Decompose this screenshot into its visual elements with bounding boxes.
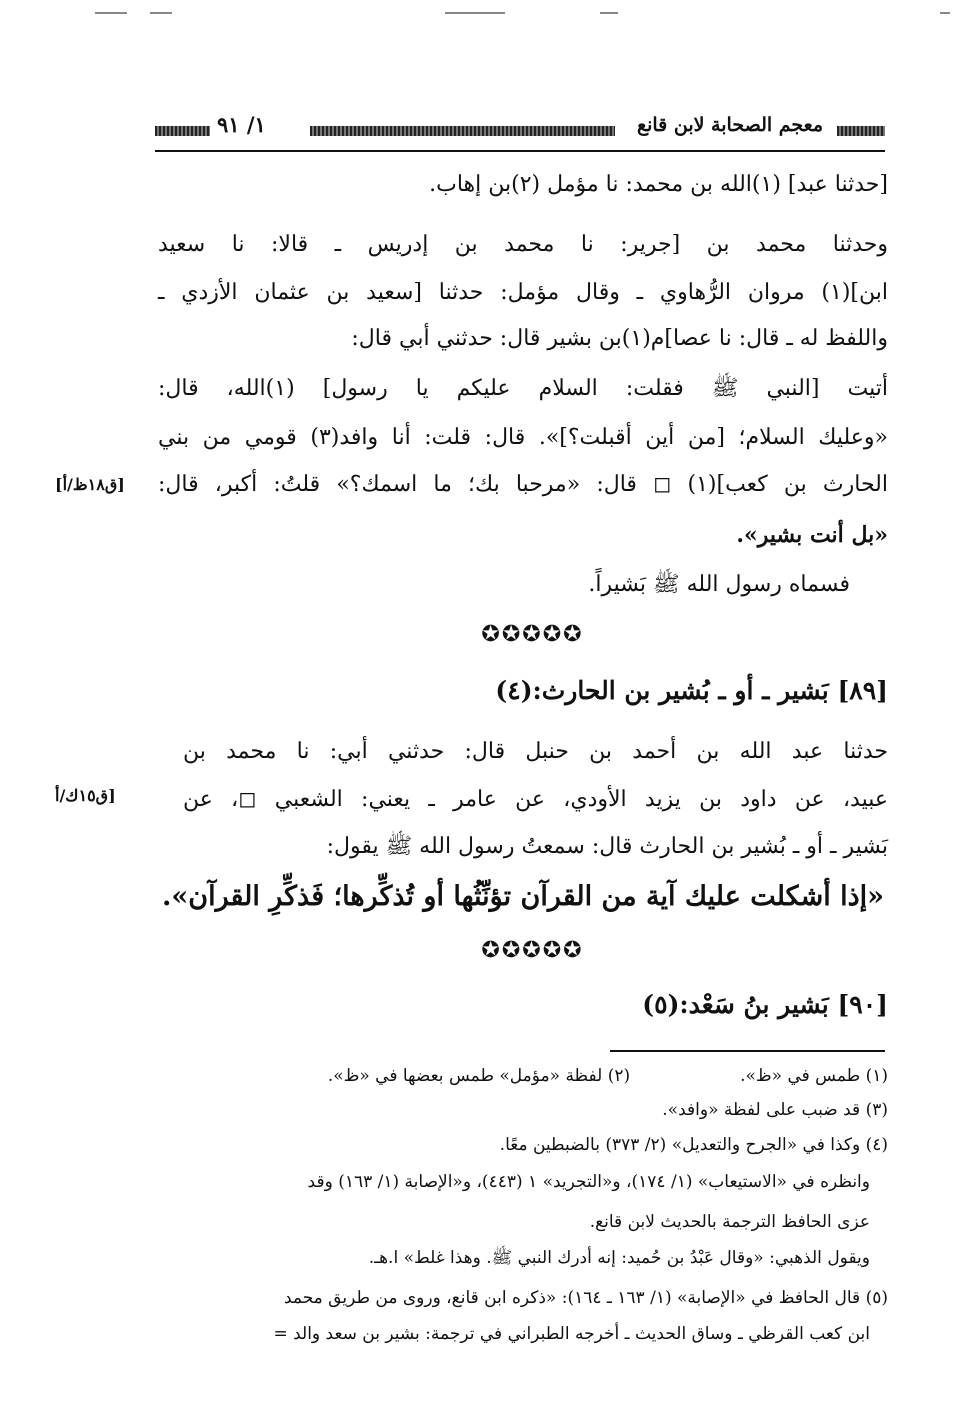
header-ornament-bar (837, 126, 885, 136)
body-line: حدثنا عبد الله بن أحمد بن حنبل قال: حدثني أبي: نا محمد بن (183, 739, 888, 764)
body-line: وحدثنا محمد بن [جرير: نا محمد بن إدريس ـ قالا: نا سعيد (158, 232, 888, 257)
section-separator: ✪✪✪✪✪ (481, 622, 584, 647)
body-line: فسماه رسول الله ﷺ بَشيراً. (588, 572, 850, 597)
body-line: «وعليك السلام؛ [من أين أقبلت؟]». قال: قلت: أنا وافد(٣) قومي من بني (158, 425, 888, 450)
running-header (155, 112, 885, 146)
manuscript-margin-note: [ق١٥ك/أ (55, 786, 116, 805)
footnote: عزى الحافظ الترجمة بالحديث لابن قانع. (589, 1212, 870, 1232)
scan-mark (445, 12, 505, 14)
scan-mark (940, 12, 950, 14)
footnote: (٥) قال الحافظ في «الإصابة» (١/ ١٦٣ ـ ١٦٤): «ذكره ابن قانع، وروى من طريق محمد (283, 1288, 888, 1308)
body-line: عبيد، عن داود بن يزيد الأودي، عن عامر ـ يعني: الشعبي ◻، عن (183, 787, 888, 812)
body-line: واللفظ له ـ قال: نا عصا]م(١)بن بشير قال: حدثني أبي قال: (351, 326, 888, 351)
footnote: ابن كعب القرظي ـ وساق الحديث ـ أخرجه الطبراني في ترجمة: بشير بن سعد والد = (273, 1324, 870, 1344)
body-line: بَشير ـ أو ـ بُشير بن الحارث قال: سمعتُ رسول الله ﷺ يقول: (326, 834, 888, 859)
footnote (158, 1062, 888, 1090)
entry-heading: [٨٩] بَشير ـ أو ـ بُشير بن الحارث:(٤) (495, 676, 888, 705)
header-rule (155, 150, 885, 152)
footnote-text: (٢) لفظة «مؤمل» طمس بعضها في «ظ». (327, 1066, 631, 1086)
footnote: وانظره في «الاستيعاب» (١/ ١٧٤)، و«التجريد» ١ (٤٤٣)، و«الإصابة (١/ ١٦٣) وقد (307, 1172, 870, 1192)
footnote: (٣) قد ضبب على لفظة «وافد». (662, 1100, 888, 1120)
header-ornament-bar (155, 126, 210, 136)
body-line: أتيت [النبي ﷺ فقلت: السلام عليكم يا رسول] (١)الله، قال: (158, 376, 889, 401)
section-separator: ✪✪✪✪✪ (481, 938, 584, 963)
body-line: [حدثنا عبد] (١)الله بن محمد: نا مؤمل (٢)بن إهاب. (429, 172, 888, 197)
entry-heading: [٩٠] بَشير بنُ سَعْد:(٥) (642, 990, 888, 1019)
manuscript-margin-note: [ق١٨ظ/أ] (55, 475, 125, 494)
scan-mark (150, 12, 172, 14)
body-line: «بل أنت بشير». (736, 522, 888, 548)
footnote: ويقول الذهبي: «وقال عَبْدُ بن حُميد: إنه أدرك النبي ﷺ. وهذا غلط» ا.هـ. (368, 1248, 870, 1268)
footnote-rule (610, 1050, 885, 1052)
page-number: ١/ ٩١ (217, 112, 266, 137)
scan-mark (600, 12, 618, 14)
scan-mark (95, 12, 127, 14)
header-ornament-bar (310, 126, 615, 136)
footnote: (٤) وكذا في «الجرح والتعديل» (٢/ ٣٧٣) بالضبطين معًا. (499, 1135, 888, 1155)
footnote-text: (١) طمس في «ظ». (740, 1066, 888, 1086)
hadith-quote: «إذا أشكلت عليك آية من القرآن تؤنِّثُها أو تُذكِّرها؛ فَذكِّرِ القرآن». (162, 881, 884, 912)
body-line: ابن](١) مروان الرُّهاوي ـ وقال مؤمل: حدثنا [سعيد بن عثمان الأزدي ـ (158, 280, 888, 305)
body-line: الحارث بن كعب](١) ◻ قال: «مرحبا بك؛ ما اسمك؟» قلتُ: أكبر، قال: (158, 472, 888, 497)
book-title: معجم الصحابة لابن قانع (636, 114, 823, 136)
